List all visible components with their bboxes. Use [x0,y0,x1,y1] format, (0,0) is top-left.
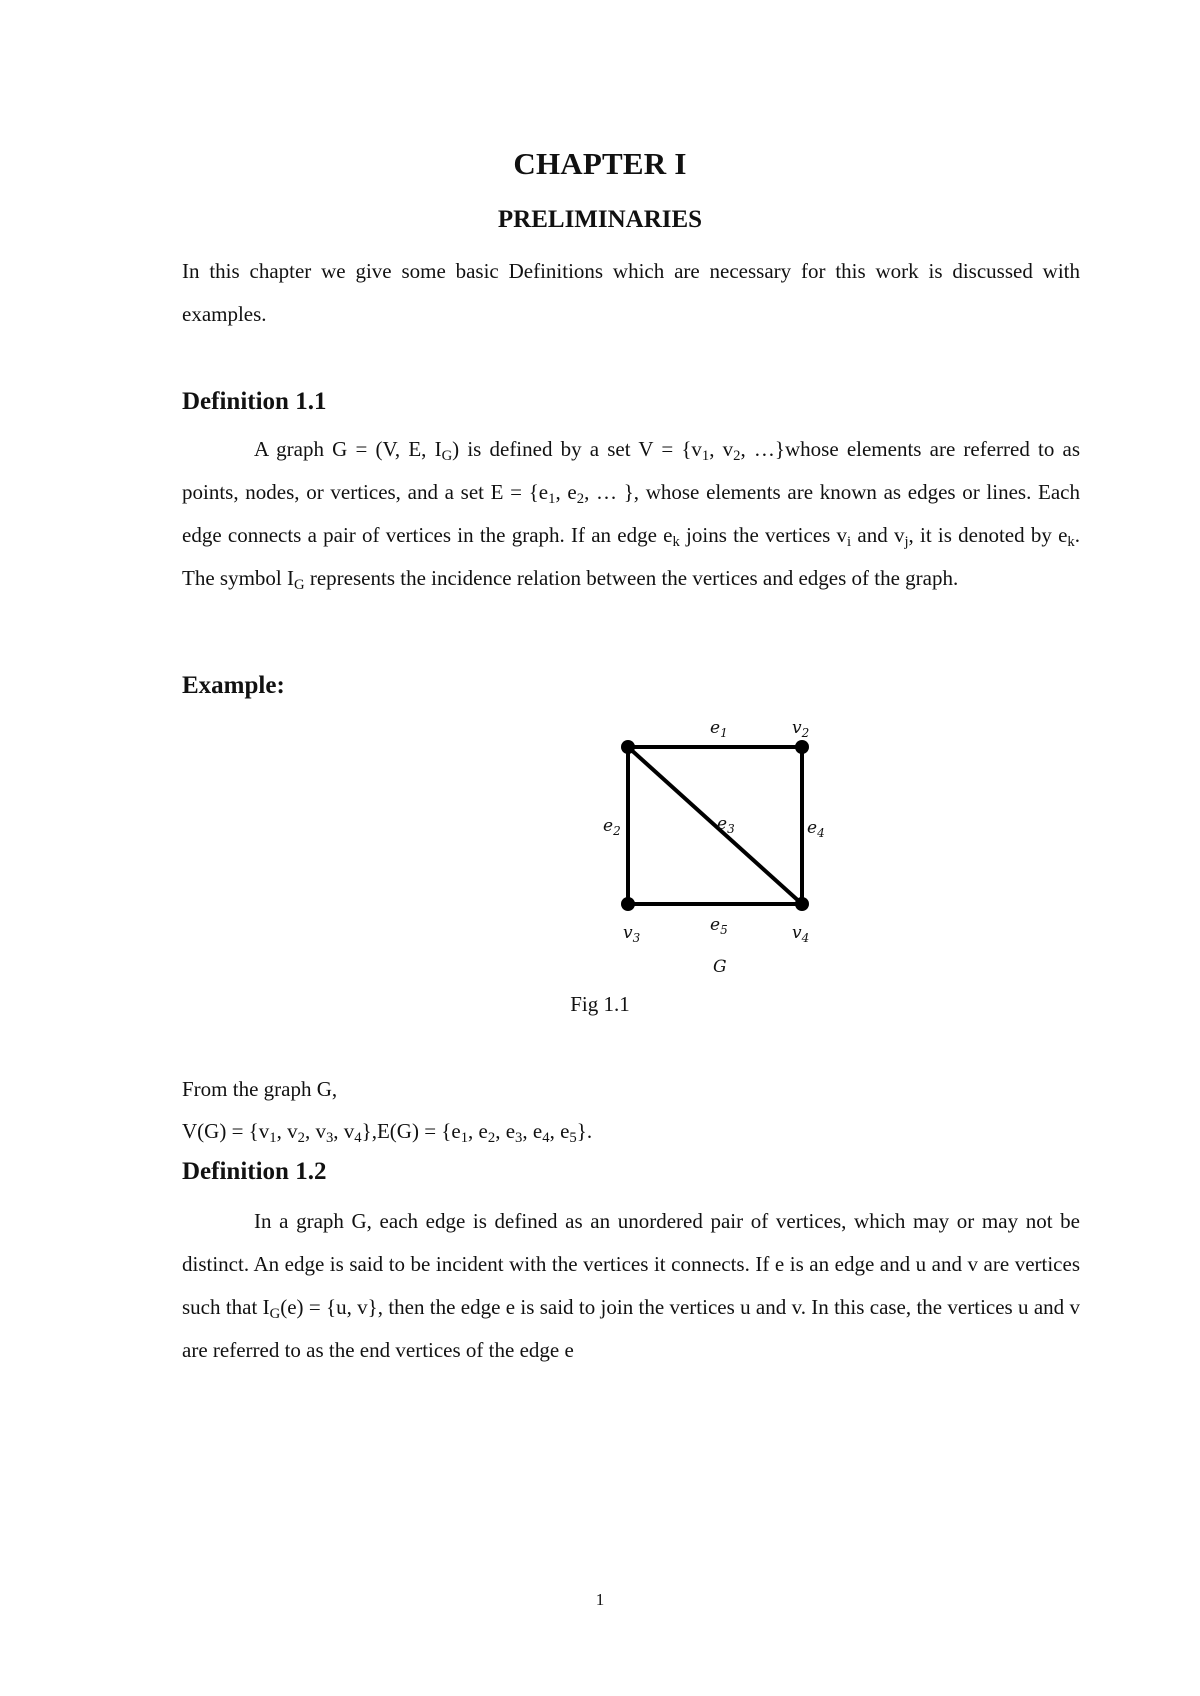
vertex-v3 [621,897,635,911]
vertex-v2 [795,740,809,754]
vertex-label-v4: $v_4$ [792,923,810,945]
vertex-label-v2: $v_2$ [792,718,810,740]
definition-1-2-body [182,1200,1080,1372]
edge-e3 [628,747,802,904]
definition-1-1-text: A graph G = (V, E, $I_G$) is defined by a set $V = \{v_1$, $v_2$, …}whose elements are referred to as points, nodes, or vertices, and a set $E = \{e_1$, $e_2$, … }, whose elements are known as edges or lines. Each edge connects a pair of vertices in the graph. If an edge $e_k$ joins the vertices $v_i$ and $v_j$, it is denoted by $e_k$. The symbol $I_G$ represents the incidence relation between the vertices and edges of the graph. [182,437,1081,593]
figure-caption: Fig 1.1 [570,992,630,1016]
definition-1-1-body [182,428,1080,600]
section-title: PRELIMINARIES [497,206,703,233]
vertex-v4 [795,897,809,911]
definition-1-1-heading: Definition 1.1 [182,388,327,415]
edge-label-e3: $e_3$ [717,814,735,836]
vertex-label-v3: $v_3$ [623,923,641,945]
intro-text: In this chapter we give some basic Definitions which are necessary for this work is discussed with examples. [182,259,1080,326]
edge-label-e5: $e_5$ [710,915,728,937]
definition-1-2-text: In a graph G, each edge is defined as an unordered pair of vertices, which may or may not be distinct. An edge is said to be incident with the vertices it connects. If e is an edge and u and v are vertices such that $I_G(e) = \{u$, v}, then the edge e is said to join the vertices u and v. In this case, the vertices u and v are referred to as the end vertices of the edge e [182,1209,1081,1362]
from-graph-text: From the graph G, [182,1077,338,1101]
definition-1-2-heading: Definition 1.2 [182,1158,327,1185]
chapter-title: CHAPTER I [513,146,687,181]
edge-label-e4: $e_4$ [807,818,825,840]
edge-label-e1: $e_1$ [710,718,728,740]
vertex-edge-sets: $V(G) = \{v_1$, $v_2$, $v_3$, $v_4\},E(G) = \{e_1$, $e_2$, $e_3$, $e_4$, $e_5$}. [182,1119,593,1146]
vertex-v1 [621,740,635,754]
example-heading: Example: [182,672,285,699]
page-number: 1 [595,1590,605,1609]
intro-paragraph [182,250,1080,336]
edge-label-e2: $e_2$ [603,816,621,838]
graph-name-label: G [713,957,727,977]
graph-figure [580,710,840,980]
